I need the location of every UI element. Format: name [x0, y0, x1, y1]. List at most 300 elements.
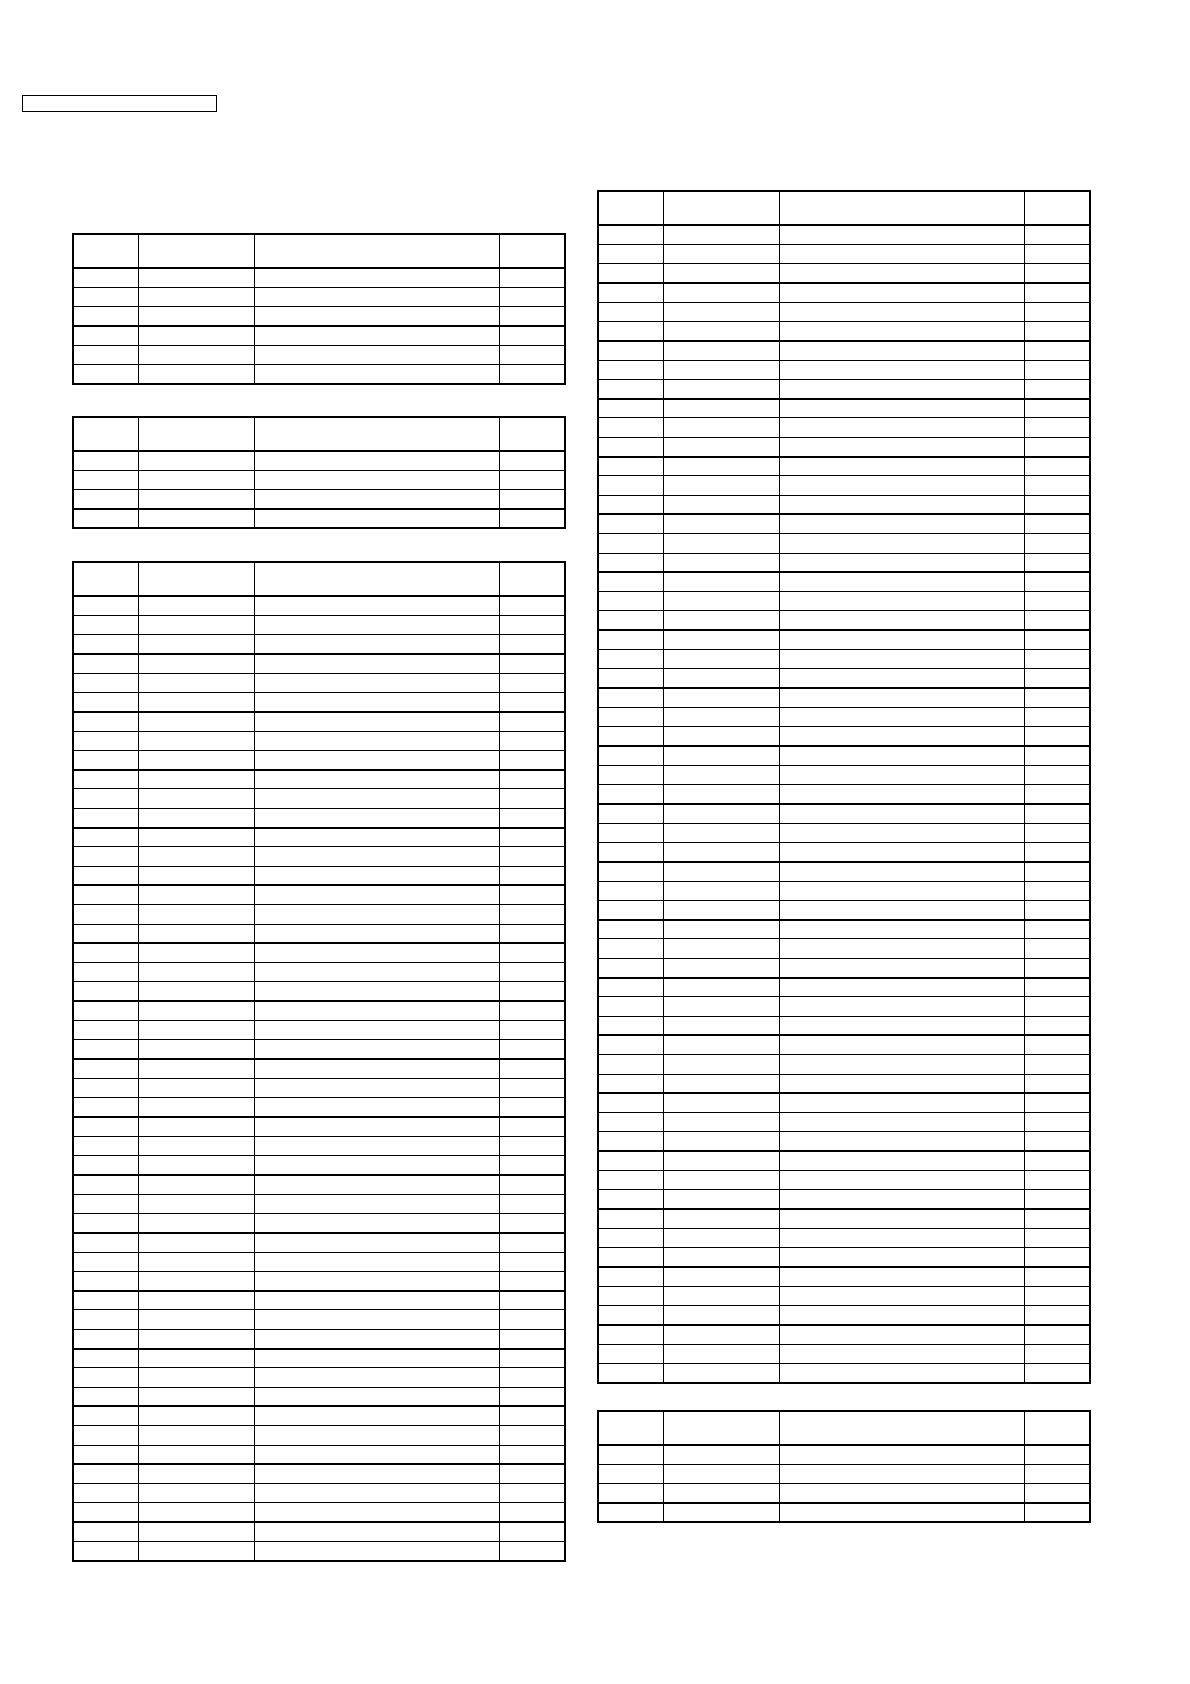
table-row [73, 1426, 565, 1445]
table-cell [779, 650, 1024, 669]
table-row [73, 1291, 565, 1310]
table-cell [598, 379, 663, 398]
table-row [73, 1503, 565, 1522]
table-cell [73, 750, 138, 769]
table-cell [1024, 1113, 1090, 1132]
table-header-cell [598, 191, 663, 225]
table-cell [779, 592, 1024, 611]
table-cell [598, 360, 663, 379]
table-cell [598, 920, 663, 939]
table-row [598, 669, 1090, 688]
table-cell [254, 1271, 499, 1290]
table-cell [73, 307, 138, 326]
table-row [598, 939, 1090, 958]
table-cell [1024, 1132, 1090, 1151]
table-cell [499, 615, 565, 634]
table-cell [663, 804, 779, 823]
table-cell [138, 924, 254, 943]
table-cell [1024, 939, 1090, 958]
table-row [73, 345, 565, 364]
table-cell [138, 750, 254, 769]
table-cell [73, 596, 138, 615]
table-header-row [598, 1411, 1090, 1445]
table-cell [1024, 476, 1090, 495]
table-cell [598, 1267, 663, 1286]
table-cell [73, 731, 138, 750]
table-cell [499, 885, 565, 904]
table-cell [499, 1175, 565, 1194]
table-cell [1024, 1035, 1090, 1054]
table-cell [499, 924, 565, 943]
table-cell [499, 1310, 565, 1329]
table-cell [138, 1542, 254, 1561]
table-cell [1024, 707, 1090, 726]
table-cell [138, 789, 254, 808]
table-cell [598, 1445, 663, 1464]
parts-table-3 [72, 561, 566, 1562]
table-cell [254, 1059, 499, 1078]
table-cell [254, 470, 499, 489]
table-cell [598, 939, 663, 958]
table-cell [138, 307, 254, 326]
table-cell [254, 451, 499, 470]
table-cell [254, 770, 499, 789]
table-cell [254, 1194, 499, 1213]
table-row [73, 1117, 565, 1136]
table-cell [598, 900, 663, 919]
table-row [598, 1151, 1090, 1170]
table-cell [254, 1503, 499, 1522]
table-row [598, 572, 1090, 591]
table-cell [663, 707, 779, 726]
table-row [598, 862, 1090, 881]
table-cell [779, 1171, 1024, 1190]
table-cell [663, 1248, 779, 1267]
table-cell [1024, 1503, 1090, 1522]
table-cell [138, 1406, 254, 1425]
table-cell [1024, 418, 1090, 437]
table-cell [598, 1228, 663, 1247]
table-cell [779, 1364, 1024, 1383]
table-cell [663, 1016, 779, 1035]
table-cell [779, 669, 1024, 688]
table-cell [779, 958, 1024, 977]
table-cell [499, 451, 565, 470]
table-cell [663, 669, 779, 688]
table-row [598, 399, 1090, 418]
table-cell [73, 364, 138, 383]
table-cell [1024, 746, 1090, 765]
table-row [598, 843, 1090, 862]
table-cell [663, 1364, 779, 1383]
table-row [73, 1233, 565, 1252]
table-cell [73, 1329, 138, 1348]
table-cell [254, 808, 499, 827]
table-cell [138, 1040, 254, 1059]
table-cell [254, 1040, 499, 1059]
table-row [598, 592, 1090, 611]
table-cell [598, 264, 663, 283]
table-cell [598, 746, 663, 765]
table-cell [138, 847, 254, 866]
table-cell [1024, 572, 1090, 591]
table-cell [779, 1035, 1024, 1054]
table-cell [499, 1271, 565, 1290]
table-cell [73, 654, 138, 673]
table-cell [499, 326, 565, 345]
table-cell [598, 669, 663, 688]
table-row [73, 596, 565, 615]
table-cell [779, 1074, 1024, 1093]
table-cell [499, 1445, 565, 1464]
table-cell [138, 615, 254, 634]
table-cell [1024, 1248, 1090, 1267]
table-cell [499, 1503, 565, 1522]
table-header-cell [779, 1411, 1024, 1445]
table-cell [73, 470, 138, 489]
table-cell [254, 1349, 499, 1368]
table-cell [73, 770, 138, 789]
table-cell [1024, 1016, 1090, 1035]
table-cell [73, 885, 138, 904]
table-cell [663, 476, 779, 495]
table-cell [779, 823, 1024, 842]
table-row [598, 611, 1090, 630]
table-cell [254, 905, 499, 924]
table-cell [73, 1117, 138, 1136]
table-row [598, 707, 1090, 726]
table-row [598, 1445, 1090, 1464]
table-cell [663, 495, 779, 514]
table-cell [663, 1035, 779, 1054]
table-cell [254, 490, 499, 509]
table-cell [598, 321, 663, 340]
table-cell [1024, 997, 1090, 1016]
table-cell [779, 572, 1024, 591]
table-cell [1024, 264, 1090, 283]
table-cell [779, 611, 1024, 630]
table-cell [663, 1306, 779, 1325]
table-cell [73, 490, 138, 509]
table-cell [598, 514, 663, 533]
table-row [73, 963, 565, 982]
table-row [73, 364, 565, 383]
table-cell [663, 727, 779, 746]
table-row [598, 1267, 1090, 1286]
table-row [73, 828, 565, 847]
table-cell [254, 1368, 499, 1387]
table-cell [779, 1093, 1024, 1112]
table-row [598, 900, 1090, 919]
table-cell [598, 1016, 663, 1035]
table-cell [73, 287, 138, 306]
table-cell [598, 1093, 663, 1112]
table-cell [254, 268, 499, 287]
table-row [598, 1364, 1090, 1383]
table-cell [598, 1306, 663, 1325]
table-cell [779, 1209, 1024, 1228]
table-cell [73, 692, 138, 711]
table-cell [598, 1503, 663, 1522]
table-cell [499, 1542, 565, 1561]
table-cell [254, 654, 499, 673]
table-cell [138, 731, 254, 750]
table-cell [598, 1364, 663, 1383]
table-cell [779, 1503, 1024, 1522]
table-cell [663, 264, 779, 283]
table-cell [779, 1113, 1024, 1132]
table-cell [499, 1021, 565, 1040]
table-cell [663, 592, 779, 611]
table-row [598, 534, 1090, 553]
table-cell [663, 1151, 779, 1170]
table-cell [1024, 1484, 1090, 1503]
table-cell [138, 1426, 254, 1445]
table-cell [779, 1325, 1024, 1344]
table-cell [138, 1310, 254, 1329]
table-cell [1024, 244, 1090, 263]
table-cell [138, 509, 254, 528]
table-cell [138, 1021, 254, 1040]
table-cell [499, 509, 565, 528]
table-cell [73, 905, 138, 924]
table-cell [138, 1194, 254, 1213]
table-cell [138, 654, 254, 673]
table-header-cell [1024, 191, 1090, 225]
table-row [73, 1484, 565, 1503]
table-cell [598, 457, 663, 476]
table-cell [1024, 514, 1090, 533]
table-cell [254, 1522, 499, 1541]
table-cell [598, 688, 663, 707]
table-row [73, 1098, 565, 1117]
table-row [598, 302, 1090, 321]
table-row [73, 451, 565, 470]
table-row [598, 630, 1090, 649]
table-row [73, 1406, 565, 1425]
table-row [598, 1484, 1090, 1503]
table-cell [499, 1117, 565, 1136]
table-cell [598, 399, 663, 418]
table-cell [499, 1136, 565, 1155]
table-cell [663, 843, 779, 862]
table-cell [138, 866, 254, 885]
table-cell [499, 1291, 565, 1310]
table-row [598, 650, 1090, 669]
table-cell [499, 307, 565, 326]
table-cell [254, 943, 499, 962]
table-cell [779, 1445, 1024, 1464]
table-header-cell [499, 417, 565, 451]
table-cell [663, 1344, 779, 1363]
table-cell [73, 1059, 138, 1078]
table-cell [499, 808, 565, 827]
table-row [598, 495, 1090, 514]
table-cell [254, 1021, 499, 1040]
table-row [598, 978, 1090, 997]
table-cell [73, 1542, 138, 1561]
table-cell [663, 225, 779, 244]
table-cell [73, 1214, 138, 1233]
table-cell [779, 978, 1024, 997]
table-header-cell [499, 234, 565, 268]
table-row [73, 1194, 565, 1213]
table-cell [499, 1426, 565, 1445]
table-row [598, 225, 1090, 244]
table-cell [254, 1542, 499, 1561]
table-row [73, 866, 565, 885]
table-cell [598, 534, 663, 553]
table-cell [598, 1171, 663, 1190]
table-cell [779, 765, 1024, 784]
table-cell [254, 1098, 499, 1117]
table-cell [499, 1078, 565, 1097]
table-cell [499, 789, 565, 808]
table-cell [598, 1132, 663, 1151]
table-cell [663, 881, 779, 900]
table-cell [1024, 321, 1090, 340]
table-row [598, 1325, 1090, 1344]
table-cell [663, 1228, 779, 1247]
table-row [73, 1252, 565, 1271]
table-cell [598, 225, 663, 244]
table-cell [254, 885, 499, 904]
table-row [73, 307, 565, 326]
table-row [598, 1055, 1090, 1074]
table-cell [779, 862, 1024, 881]
table-row [598, 1464, 1090, 1483]
table-cell [779, 437, 1024, 456]
table-row [598, 785, 1090, 804]
table-cell [663, 457, 779, 476]
table-cell [779, 457, 1024, 476]
table-cell [73, 808, 138, 827]
table-cell [499, 731, 565, 750]
table-row [73, 847, 565, 866]
table-cell [598, 1484, 663, 1503]
table-cell [254, 635, 499, 654]
table-cell [254, 1233, 499, 1252]
table-cell [598, 650, 663, 669]
table-cell [254, 828, 499, 847]
table-cell [73, 1464, 138, 1483]
table-cell [499, 828, 565, 847]
table-cell [73, 635, 138, 654]
table-row [73, 924, 565, 943]
table-cell [663, 997, 779, 1016]
table-cell [779, 900, 1024, 919]
table-cell [1024, 1464, 1090, 1483]
parts-table-1 [72, 233, 566, 385]
table-cell [1024, 669, 1090, 688]
table-cell [1024, 630, 1090, 649]
table-header-cell [1024, 1411, 1090, 1445]
table-cell [138, 470, 254, 489]
table-cell [779, 804, 1024, 823]
table-cell [499, 635, 565, 654]
table-cell [1024, 611, 1090, 630]
table-cell [779, 321, 1024, 340]
table-cell [779, 264, 1024, 283]
table-cell [663, 939, 779, 958]
table-row [598, 553, 1090, 572]
table-cell [663, 1503, 779, 1522]
table-cell [663, 630, 779, 649]
table-cell [138, 1233, 254, 1252]
table-row [73, 1001, 565, 1020]
table-cell [73, 963, 138, 982]
table-row [73, 268, 565, 287]
table-row [598, 1132, 1090, 1151]
table-cell [779, 1464, 1024, 1483]
table-cell [1024, 727, 1090, 746]
table-row [73, 982, 565, 1001]
table-cell [254, 596, 499, 615]
table-cell [598, 1248, 663, 1267]
table-cell [598, 553, 663, 572]
table-cell [499, 490, 565, 509]
table-cell [663, 341, 779, 360]
table-cell [663, 553, 779, 572]
table-header-cell [254, 417, 499, 451]
table-cell [1024, 785, 1090, 804]
table-cell [1024, 379, 1090, 398]
table-cell [499, 1001, 565, 1020]
table-cell [663, 1464, 779, 1483]
table-header-cell [598, 1411, 663, 1445]
table-row [598, 1306, 1090, 1325]
table-cell [1024, 1364, 1090, 1383]
table-cell [663, 1267, 779, 1286]
table-cell [73, 1406, 138, 1425]
table-cell [663, 785, 779, 804]
table-cell [663, 958, 779, 977]
table-cell [779, 302, 1024, 321]
table-cell [254, 1214, 499, 1233]
table-cell [254, 963, 499, 982]
table-cell [499, 1406, 565, 1425]
table-cell [138, 943, 254, 962]
table-cell [779, 1286, 1024, 1305]
table-cell [73, 924, 138, 943]
table-row [598, 1171, 1090, 1190]
table-cell [663, 1074, 779, 1093]
table-row [598, 1248, 1090, 1267]
table-cell [598, 437, 663, 456]
table-cell [779, 534, 1024, 553]
table-cell [499, 364, 565, 383]
table-row [73, 509, 565, 528]
table-header-cell [73, 417, 138, 451]
table-cell [254, 692, 499, 711]
table-cell [1024, 534, 1090, 553]
table-header-cell [138, 562, 254, 596]
table-cell [138, 287, 254, 306]
table-cell [779, 379, 1024, 398]
table-cell [138, 1156, 254, 1175]
table-header-cell [138, 417, 254, 451]
table-cell [779, 1484, 1024, 1503]
table-cell [73, 1098, 138, 1117]
table-row [598, 360, 1090, 379]
table-cell [499, 470, 565, 489]
table-cell [663, 1113, 779, 1132]
table-cell [138, 808, 254, 827]
table-cell [499, 1098, 565, 1117]
table-cell [779, 707, 1024, 726]
table-cell [138, 1368, 254, 1387]
table-cell [254, 509, 499, 528]
